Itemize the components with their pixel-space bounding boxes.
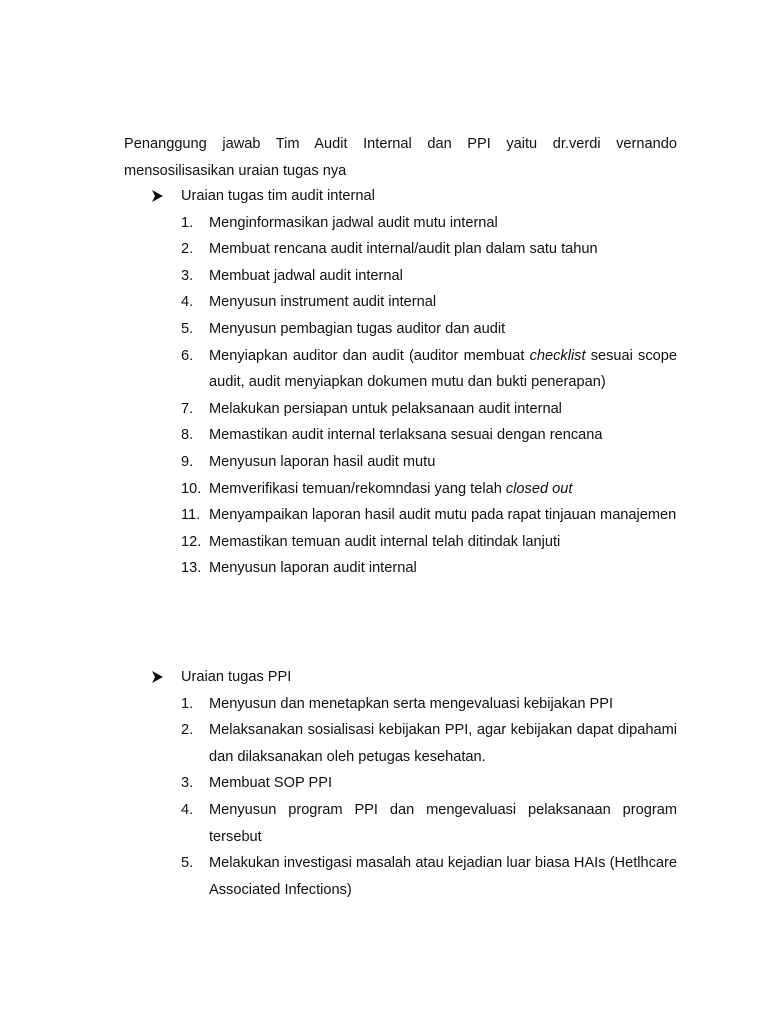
item-text-part: Menyiapkan auditor dan audit (auditor membuat xyxy=(209,347,530,364)
list-item xyxy=(124,691,677,718)
item-number: 11. xyxy=(181,507,201,524)
item-text: Menyampaikan laporan hasil audit mutu pada rapat tinjauan manajemen xyxy=(209,507,677,524)
arrowhead-bullet-icon xyxy=(152,664,166,691)
section-audit-internal xyxy=(124,183,677,582)
list-item xyxy=(124,476,677,503)
item-text: Menyusun dan menetapkan serta mengevaluasi kebijakan PPI xyxy=(209,695,614,712)
list-item xyxy=(124,316,677,343)
task-list xyxy=(124,210,677,582)
item-text: Menginformasikan jadwal audit mutu internal xyxy=(209,214,498,231)
item-number: 4. xyxy=(181,801,194,818)
section-heading-row xyxy=(124,183,677,210)
list-item xyxy=(124,210,677,237)
list-item xyxy=(124,343,677,396)
list-item xyxy=(124,449,677,476)
list-item xyxy=(124,529,677,556)
list-item xyxy=(124,850,677,903)
item-number: 8. xyxy=(181,427,194,444)
item-text: Membuat jadwal audit internal xyxy=(209,267,403,284)
item-number: 10. xyxy=(181,480,202,497)
item-number: 2. xyxy=(181,241,194,258)
item-text: Menyusun instrument audit internal xyxy=(209,294,437,311)
item-text-part: sesuai scope audit, audit menyiapkan dokumen mutu dan bukti penerapan) xyxy=(209,347,677,391)
list-item xyxy=(124,717,677,770)
item-number: 5. xyxy=(181,855,194,872)
list-item xyxy=(124,422,677,449)
list-item xyxy=(124,797,677,850)
item-number: 1. xyxy=(181,214,194,231)
item-number: 3. xyxy=(181,775,194,792)
item-text: Melakukan persiapan untuk pelaksanaan audit internal xyxy=(209,400,562,417)
section-heading: Uraian tugas PPI xyxy=(181,669,292,685)
item-text: Melaksanakan sosialisasi kebijakan PPI, agar kebijakan dapat dipahami dan dilaksanakan oleh petugas kesehatan. xyxy=(209,722,677,765)
item-text xyxy=(209,476,677,503)
item-number: 5. xyxy=(181,320,194,337)
item-text: Menyusun program PPI dan mengevaluasi pelaksanaan program tersebut xyxy=(209,801,677,845)
list-item xyxy=(124,289,677,316)
item-number: 7. xyxy=(181,400,194,417)
intro-paragraph: Penanggung jawab Tim Audit Internal dan PPI yaitu dr.verdi vernando mensosilisasikan uraian tugas nya xyxy=(124,136,677,179)
item-number: 4. xyxy=(181,294,194,311)
list-item xyxy=(124,555,677,582)
item-number: 9. xyxy=(181,453,194,470)
list-item xyxy=(124,263,677,290)
item-number: 12. xyxy=(181,533,202,550)
item-text-part: Memverifikasi temuan/rekomndasi yang telah xyxy=(209,480,506,497)
item-text: Menyusun laporan hasil audit mutu xyxy=(209,453,436,470)
item-text-italic: checklist xyxy=(529,347,586,364)
item-text: Menyusun laporan audit internal xyxy=(209,560,417,577)
item-text: Membuat SOP PPI xyxy=(209,775,333,792)
section-heading-row xyxy=(124,664,677,691)
item-number: 3. xyxy=(181,267,194,284)
task-list xyxy=(124,691,677,904)
item-text: Memastikan temuan audit internal telah ditindak lanjuti xyxy=(209,533,561,550)
item-number: 2. xyxy=(181,722,194,739)
item-number: 1. xyxy=(181,695,194,712)
section-ppi xyxy=(124,664,677,903)
list-item xyxy=(124,770,677,797)
item-text: Memastikan audit internal terlaksana sesuai dengan rencana xyxy=(209,427,603,444)
item-text xyxy=(209,343,677,396)
item-text: Menyusun pembagian tugas auditor dan audit xyxy=(209,320,506,337)
arrowhead-bullet-icon xyxy=(152,183,166,210)
item-text-italic: closed out xyxy=(505,480,573,497)
item-number: 6. xyxy=(181,347,194,364)
item-text: Melakukan investigasi masalah atau kejadian luar biasa HAIs (Hetlhcare Associated Infections) xyxy=(209,855,677,898)
section-heading: Uraian tugas tim audit internal xyxy=(181,188,375,204)
item-number: 13. xyxy=(181,560,202,577)
list-item xyxy=(124,396,677,423)
list-item xyxy=(124,236,677,263)
list-item xyxy=(124,502,677,529)
item-text: Membuat rencana audit internal/audit plan dalam satu tahun xyxy=(209,241,598,258)
